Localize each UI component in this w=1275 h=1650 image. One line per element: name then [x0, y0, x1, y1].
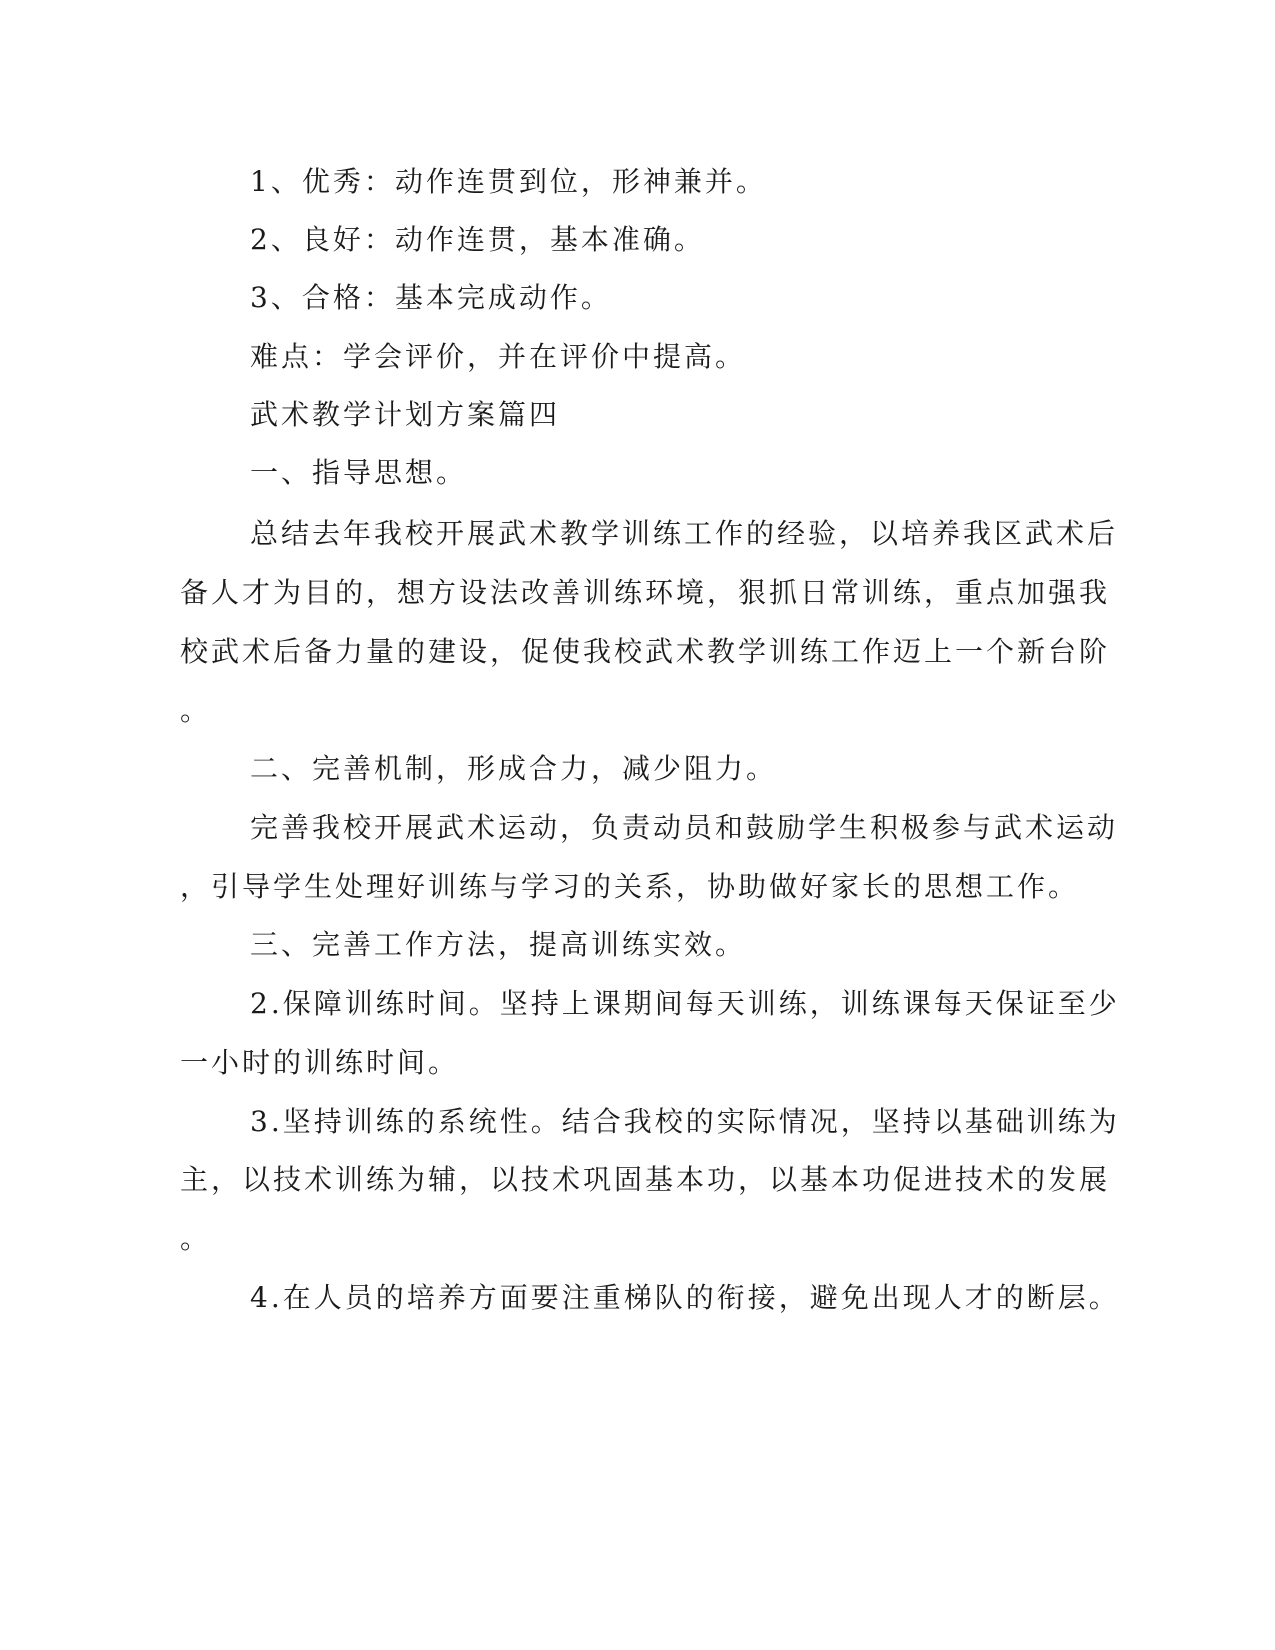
- paragraph-line: 2.保障训练时间。坚持上课期间每天训练，训练课每天保证至少: [250, 987, 1120, 1020]
- paragraph-line: 备人才为目的，想方设法改善训练环境，狠抓日常训练，重点加强我: [180, 576, 1111, 609]
- grade-good: 2、良好：动作连贯，基本准确。: [250, 223, 705, 256]
- grade-excellent: 1、优秀：动作连贯到位，形神兼并。: [250, 165, 767, 198]
- paragraph-line: 。: [180, 694, 212, 727]
- heading-guiding-thought: 一、指导思想。: [250, 456, 468, 489]
- difficulty-point: 难点：学会评价，并在评价中提高。: [250, 340, 747, 373]
- heading-work-methods: 三、完善工作方法，提高训练实效。: [250, 928, 747, 961]
- grade-pass: 3、合格：基本完成动作。: [250, 281, 612, 314]
- heading-mechanism: 二、完善机制，形成合力，减少阻力。: [250, 752, 778, 785]
- paragraph-line: 。: [180, 1222, 212, 1255]
- paragraph-line: ，引导学生处理好训练与学习的关系，协助做好家长的思想工作。: [180, 870, 1080, 903]
- paragraph-line: 校武术后备力量的建设，促使我校武术教学训练工作迈上一个新台阶: [180, 635, 1111, 668]
- paragraph-line: 3.坚持训练的系统性。结合我校的实际情况，坚持以基础训练为: [250, 1105, 1120, 1138]
- paragraph-line: 4.在人员的培养方面要注重梯队的衔接，避免出现人才的断层。: [250, 1281, 1120, 1314]
- section-title: 武术教学计划方案篇四: [250, 398, 561, 431]
- paragraph-line: 主，以技术训练为辅，以技术巩固基本功，以基本功促进技术的发展: [180, 1163, 1111, 1196]
- paragraph-line: 完善我校开展武术运动，负责动员和鼓励学生积极参与武术运动: [250, 811, 1119, 844]
- paragraph-line: 一小时的训练时间。: [180, 1046, 460, 1079]
- paragraph-line: 总结去年我校开展武术教学训练工作的经验，以培养我区武术后: [250, 517, 1119, 550]
